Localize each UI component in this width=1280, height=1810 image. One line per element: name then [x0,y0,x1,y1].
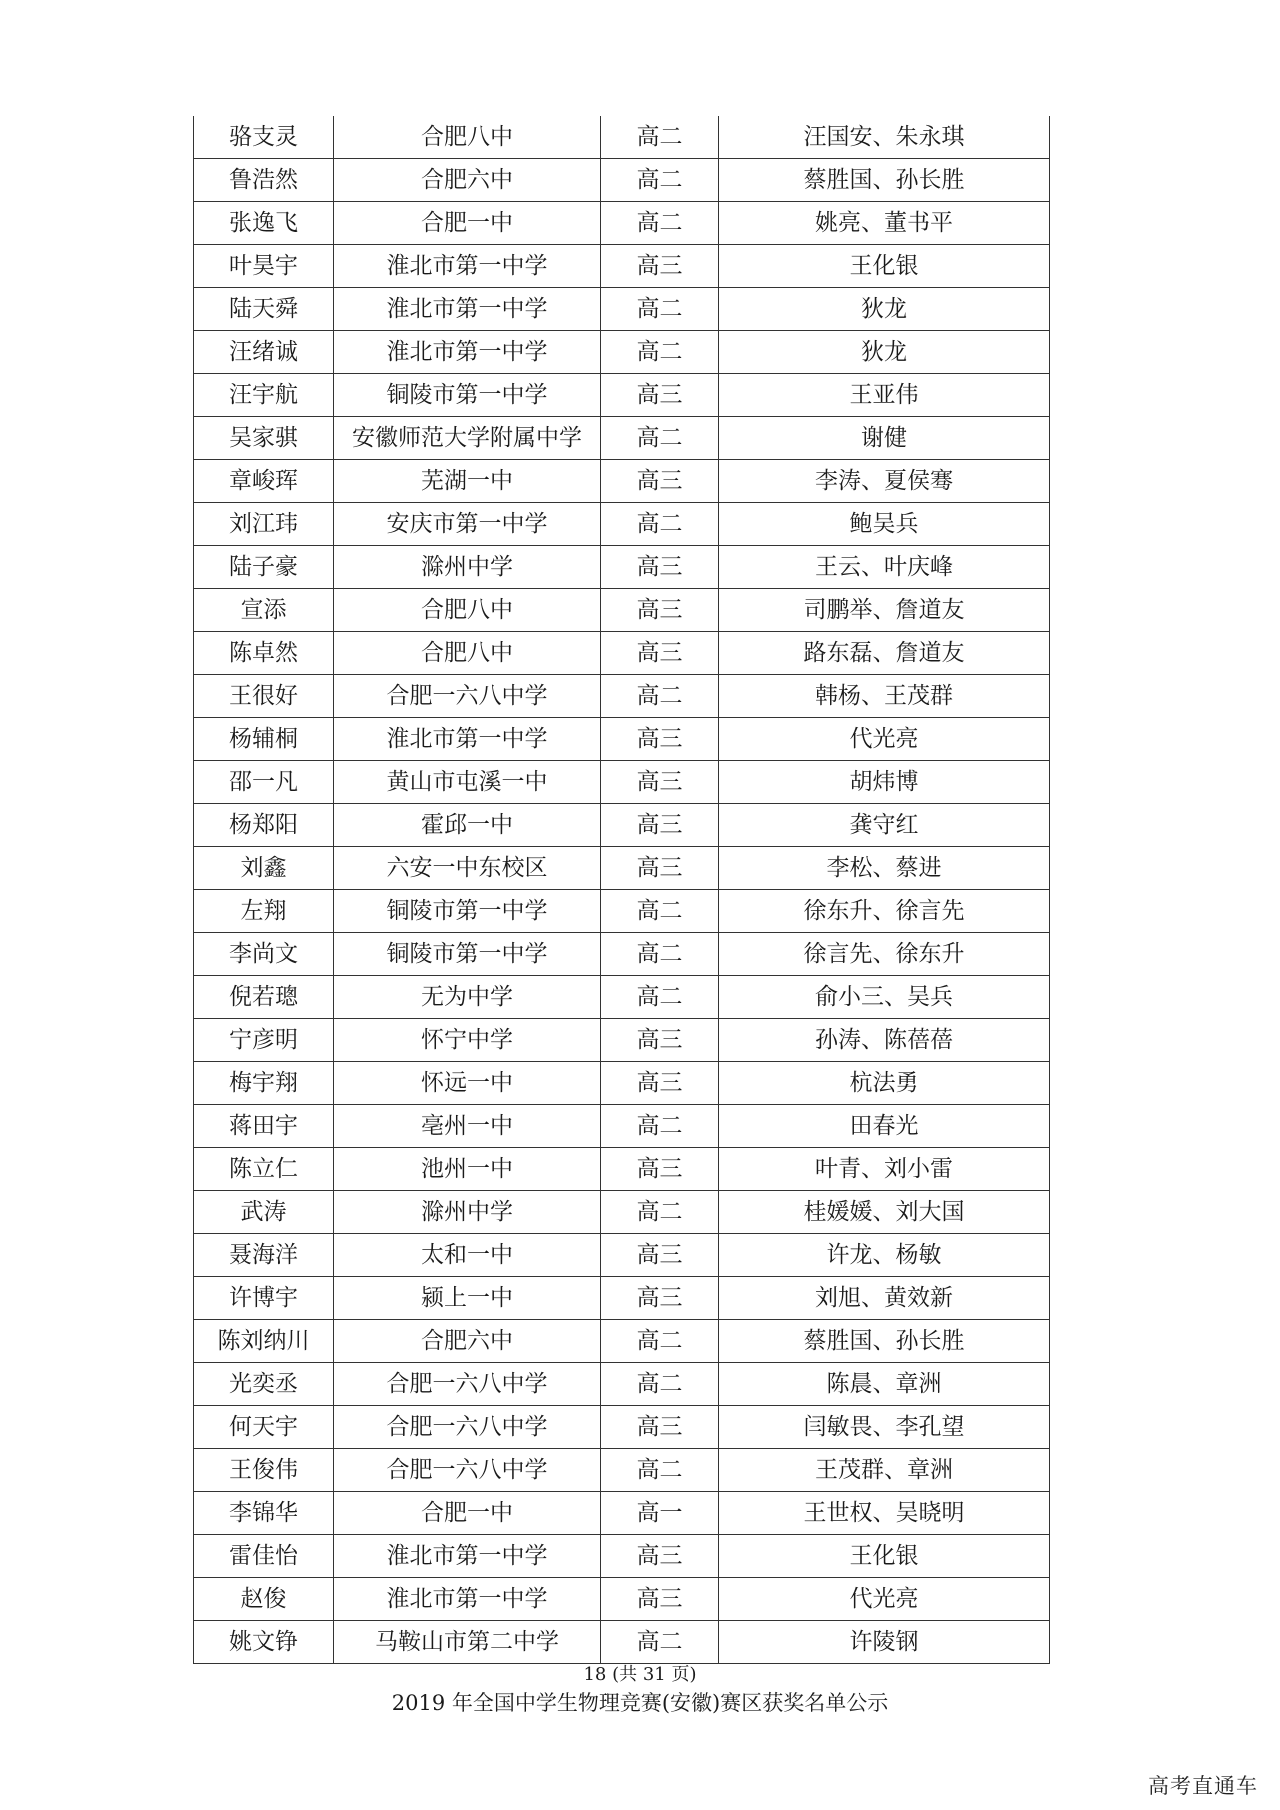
student-name-cell: 宁彦明 [194,1019,334,1062]
student-name-cell: 何天宇 [194,1406,334,1449]
grade-cell: 高二 [601,1363,719,1406]
coach-cell: 韩杨、王茂群 [719,675,1050,718]
table-row [194,460,1050,503]
table-row [194,1320,1050,1363]
school-cell: 合肥八中 [334,589,601,632]
table-row [194,632,1050,675]
table-row [194,374,1050,417]
student-name-cell: 陆天舜 [194,288,334,331]
watermark-logo: 高考直通车 [1148,1774,1258,1798]
table-row [194,331,1050,374]
school-cell: 马鞍山市第二中学 [334,1621,601,1664]
school-cell: 芜湖一中 [334,460,601,503]
coach-cell: 王亚伟 [719,374,1050,417]
student-name-cell: 张逸飞 [194,202,334,245]
school-cell: 合肥六中 [334,1320,601,1363]
grade-cell: 高三 [601,374,719,417]
document-title: 2019 年全国中学生物理竞赛(安徽)赛区获奖名单公示 [391,1691,889,1715]
student-name-cell: 李锦华 [194,1492,334,1535]
coach-cell: 汪国安、朱永琪 [719,116,1050,159]
coach-cell: 叶青、刘小雷 [719,1148,1050,1191]
student-name-cell: 姚文铮 [194,1621,334,1664]
student-name-cell: 左翔 [194,890,334,933]
grade-cell: 高二 [601,976,719,1019]
student-name-cell: 雷佳怡 [194,1535,334,1578]
coach-cell: 许陵钢 [719,1621,1050,1664]
table-row [194,1234,1050,1277]
student-name-cell: 赵俊 [194,1578,334,1621]
grade-cell: 高二 [601,331,719,374]
school-cell: 合肥一六八中学 [334,1363,601,1406]
table-row [194,1277,1050,1320]
student-name-cell: 杨郑阳 [194,804,334,847]
grade-cell: 高三 [601,460,719,503]
grade-cell: 高三 [601,1019,719,1062]
coach-cell: 杭法勇 [719,1062,1050,1105]
table-row [194,159,1050,202]
school-cell: 亳州一中 [334,1105,601,1148]
grade-cell: 高三 [601,245,719,288]
table-row [194,933,1050,976]
grade-cell: 高二 [601,202,719,245]
school-cell: 颍上一中 [334,1277,601,1320]
school-cell: 怀宁中学 [334,1019,601,1062]
table-row [194,245,1050,288]
table-row [194,1019,1050,1062]
table-row [194,976,1050,1019]
coach-cell: 王茂群、章洲 [719,1449,1050,1492]
coach-cell: 胡炜博 [719,761,1050,804]
grade-cell: 高三 [601,1277,719,1320]
page-number: 18 (共 31 页) [583,1664,697,1685]
coach-cell: 王化银 [719,1535,1050,1578]
grade-cell: 高三 [601,1578,719,1621]
student-name-cell: 武涛 [194,1191,334,1234]
coach-cell: 徐言先、徐东升 [719,933,1050,976]
table-row [194,675,1050,718]
student-name-cell: 陈立仁 [194,1148,334,1191]
student-name-cell: 宣添 [194,589,334,632]
table-row [194,1406,1050,1449]
coach-cell: 狄龙 [719,288,1050,331]
grade-cell: 高三 [601,632,719,675]
school-cell: 怀远一中 [334,1062,601,1105]
grade-cell: 高三 [601,1062,719,1105]
grade-cell: 高二 [601,890,719,933]
school-cell: 池州一中 [334,1148,601,1191]
coach-cell: 王世权、吴晓明 [719,1492,1050,1535]
grade-cell: 高二 [601,159,719,202]
school-cell: 淮北市第一中学 [334,1578,601,1621]
coach-cell: 姚亮、董书平 [719,202,1050,245]
table-row [194,1449,1050,1492]
student-name-cell: 许博宇 [194,1277,334,1320]
table-row [194,1363,1050,1406]
school-cell: 太和一中 [334,1234,601,1277]
grade-cell: 高三 [601,847,719,890]
school-cell: 合肥一中 [334,202,601,245]
coach-cell: 鲍吴兵 [719,503,1050,546]
student-name-cell: 骆支灵 [194,116,334,159]
student-name-cell: 邵一凡 [194,761,334,804]
student-name-cell: 陈卓然 [194,632,334,675]
grade-cell: 高三 [601,546,719,589]
grade-cell: 高二 [601,1320,719,1363]
table-row [194,761,1050,804]
coach-cell: 刘旭、黄效新 [719,1277,1050,1320]
school-cell: 合肥六中 [334,159,601,202]
student-name-cell: 章峻珲 [194,460,334,503]
student-name-cell: 蒋田宇 [194,1105,334,1148]
grade-cell: 高二 [601,675,719,718]
grade-cell: 高一 [601,1492,719,1535]
table-row [194,1492,1050,1535]
table-row [194,847,1050,890]
school-cell: 滁州中学 [334,1191,601,1234]
table-row [194,1621,1050,1664]
coach-cell: 李涛、夏侯骞 [719,460,1050,503]
student-name-cell: 倪若璁 [194,976,334,1019]
student-name-cell: 汪绪诚 [194,331,334,374]
school-cell: 合肥一六八中学 [334,675,601,718]
school-cell: 淮北市第一中学 [334,718,601,761]
grade-cell: 高三 [601,804,719,847]
table-row [194,546,1050,589]
school-cell: 安徽师范大学附属中学 [334,417,601,460]
student-name-cell: 梅宇翔 [194,1062,334,1105]
school-cell: 无为中学 [334,976,601,1019]
table-row [194,288,1050,331]
coach-cell: 路东磊、詹道友 [719,632,1050,675]
student-name-cell: 陆子豪 [194,546,334,589]
coach-cell: 狄龙 [719,331,1050,374]
coach-cell: 李松、蔡进 [719,847,1050,890]
coach-cell: 许龙、杨敏 [719,1234,1050,1277]
grade-cell: 高二 [601,1449,719,1492]
student-name-cell: 刘鑫 [194,847,334,890]
student-name-cell: 陈刘纳川 [194,1320,334,1363]
school-cell: 合肥一中 [334,1492,601,1535]
coach-cell: 谢健 [719,417,1050,460]
grade-cell: 高三 [601,1148,719,1191]
school-cell: 淮北市第一中学 [334,331,601,374]
grade-cell: 高三 [601,1406,719,1449]
table-row [194,804,1050,847]
table-row [194,1191,1050,1234]
school-cell: 安庆市第一中学 [334,503,601,546]
grade-cell: 高三 [601,761,719,804]
grade-cell: 高三 [601,1535,719,1578]
table-row [194,718,1050,761]
coach-cell: 蔡胜国、孙长胜 [719,1320,1050,1363]
table-row [194,1535,1050,1578]
student-name-cell: 王俊伟 [194,1449,334,1492]
coach-cell: 代光亮 [719,1578,1050,1621]
grade-cell: 高二 [601,1621,719,1664]
grade-cell: 高二 [601,933,719,976]
table-row [194,116,1050,159]
school-cell: 合肥一六八中学 [334,1406,601,1449]
student-name-cell: 吴家骐 [194,417,334,460]
table-row [194,589,1050,632]
coach-cell: 蔡胜国、孙长胜 [719,159,1050,202]
school-cell: 黄山市屯溪一中 [334,761,601,804]
coach-cell: 田春光 [719,1105,1050,1148]
table-row [194,503,1050,546]
table-row [194,417,1050,460]
coach-cell: 桂媛媛、刘大国 [719,1191,1050,1234]
table-row [194,202,1050,245]
school-cell: 铜陵市第一中学 [334,374,601,417]
table-row [194,1578,1050,1621]
grade-cell: 高二 [601,116,719,159]
school-cell: 淮北市第一中学 [334,245,601,288]
coach-cell: 闫敏畏、李孔望 [719,1406,1050,1449]
school-cell: 铜陵市第一中学 [334,890,601,933]
school-cell: 六安一中东校区 [334,847,601,890]
table-row [194,1105,1050,1148]
coach-cell: 王云、叶庆峰 [719,546,1050,589]
coach-cell: 陈晨、章洲 [719,1363,1050,1406]
student-name-cell: 杨辅桐 [194,718,334,761]
award-list-table [193,116,1050,1664]
student-name-cell: 李尚文 [194,933,334,976]
coach-cell: 龚守红 [719,804,1050,847]
school-cell: 铜陵市第一中学 [334,933,601,976]
school-cell: 合肥八中 [334,116,601,159]
student-name-cell: 光奕丞 [194,1363,334,1406]
student-name-cell: 叶昊宇 [194,245,334,288]
school-cell: 滁州中学 [334,546,601,589]
school-cell: 淮北市第一中学 [334,1535,601,1578]
student-name-cell: 王很好 [194,675,334,718]
student-name-cell: 聂海洋 [194,1234,334,1277]
table-row [194,890,1050,933]
coach-cell: 徐东升、徐言先 [719,890,1050,933]
school-cell: 淮北市第一中学 [334,288,601,331]
grade-cell: 高三 [601,1234,719,1277]
student-name-cell: 鲁浩然 [194,159,334,202]
coach-cell: 俞小三、吴兵 [719,976,1050,1019]
grade-cell: 高二 [601,1191,719,1234]
grade-cell: 高三 [601,718,719,761]
grade-cell: 高二 [601,503,719,546]
coach-cell: 代光亮 [719,718,1050,761]
grade-cell: 高二 [601,1105,719,1148]
coach-cell: 司鹏举、詹道友 [719,589,1050,632]
school-cell: 合肥一六八中学 [334,1449,601,1492]
grade-cell: 高三 [601,589,719,632]
grade-cell: 高二 [601,288,719,331]
table-row [194,1062,1050,1105]
student-name-cell: 汪宇航 [194,374,334,417]
grade-cell: 高二 [601,417,719,460]
table-row [194,1148,1050,1191]
student-name-cell: 刘江玮 [194,503,334,546]
coach-cell: 孙涛、陈蓓蓓 [719,1019,1050,1062]
school-cell: 合肥八中 [334,632,601,675]
school-cell: 霍邱一中 [334,804,601,847]
award-list-body [194,116,1050,1664]
coach-cell: 王化银 [719,245,1050,288]
